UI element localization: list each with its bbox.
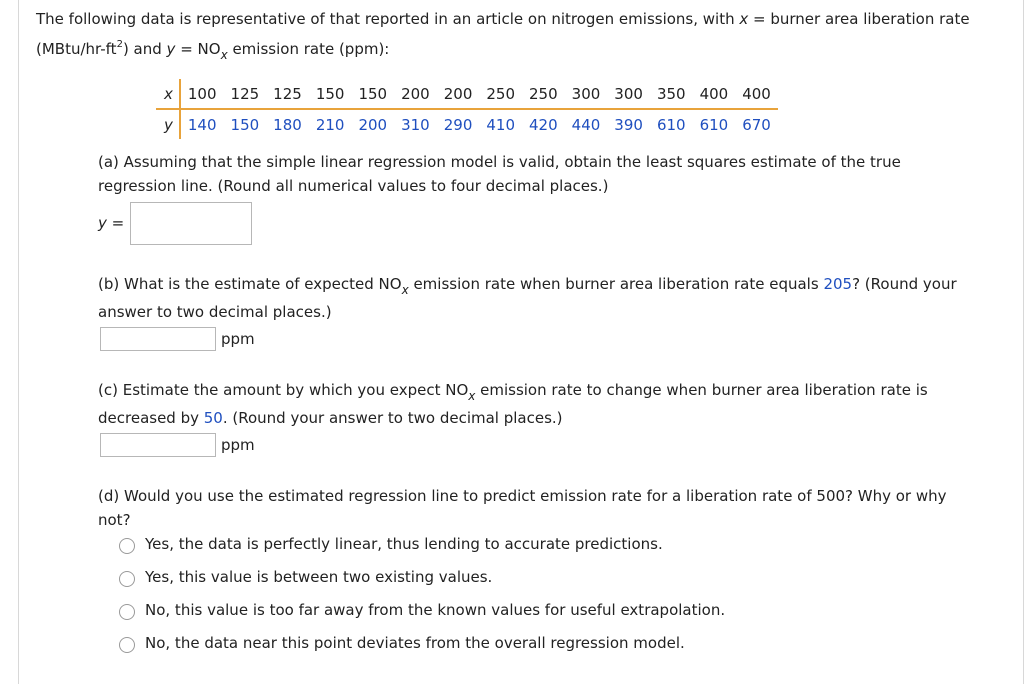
table-cell-x: 200: [437, 79, 480, 109]
emission-estimate-input[interactable]: [100, 327, 216, 351]
intro-text: = NO: [175, 40, 221, 58]
table-cell-x: 250: [479, 79, 522, 109]
intro-text: = burner area liberation rate: [748, 10, 970, 28]
table-cell-y: 310: [401, 115, 430, 134]
table-row-x: [156, 79, 778, 109]
part-c-value: 50: [203, 409, 223, 427]
superscript: 2: [116, 39, 123, 50]
radio-option-3[interactable]: [119, 604, 135, 620]
table-cell-x: 150: [351, 79, 394, 109]
part-b-text: ? (Round your: [852, 275, 957, 293]
part-c-line-2: [98, 409, 563, 427]
intro-text: The following data is representative of that reported in an article on nitrogen emissions, with: [36, 10, 740, 28]
table-cell-y: 180: [273, 115, 302, 134]
row-label-y: y: [156, 109, 180, 139]
part-b-line-2: answer to two decimal places.): [98, 303, 332, 321]
emission-change-input[interactable]: [100, 433, 216, 457]
subscript: x: [468, 389, 476, 403]
table-cell-x: 350: [650, 79, 693, 109]
part-d-line-2: not?: [98, 511, 131, 529]
table-cell-x: 400: [693, 79, 736, 109]
table-cell-y: 290: [443, 115, 473, 134]
radio-option-4[interactable]: [119, 637, 135, 653]
intro-text: ) and: [122, 40, 167, 58]
table-cell-y: 420: [529, 115, 558, 134]
part-b-text: (b) What is the estimate of expected NO: [98, 275, 402, 293]
table-cell-x: 150: [309, 79, 352, 109]
table-cell-x: 250: [522, 79, 565, 109]
regression-line-input[interactable]: [130, 202, 252, 245]
part-b-value: 205: [823, 275, 853, 293]
intro-line-1: [36, 10, 970, 28]
table-cell-x: 300: [565, 79, 608, 109]
table-cell-y: 390: [614, 115, 643, 134]
part-c-text: (c) Estimate the amount by which you expect NO: [98, 381, 469, 399]
part-a-line-1: (a) Assuming that the simple linear regression model is valid, obtain the least squares estimate of the true: [98, 153, 901, 171]
table-cell-y: 610: [699, 115, 729, 134]
var-y: y: [166, 40, 176, 58]
part-d-line-1: (d) Would you use the estimated regression line to predict emission rate for a liberation rate of 500? Why or why: [98, 487, 947, 505]
table-cell-y: 410: [486, 115, 516, 134]
option-label-4[interactable]: No, the data near this point deviates from the overall regression model.: [145, 634, 685, 652]
row-label-x: x: [156, 79, 180, 109]
table-cell-y: 200: [358, 115, 388, 134]
intro-text: (MBtu/hr-ft: [36, 40, 117, 58]
table-cell-y: 140: [187, 115, 217, 134]
part-a-line-2: regression line. (Round all numerical values to four decimal places.): [98, 177, 609, 195]
unit-ppm: ppm: [221, 330, 255, 348]
table-cell-x: 125: [266, 79, 309, 109]
table-cell-x: 125: [224, 79, 267, 109]
table-cell-y: 440: [571, 115, 601, 134]
intro-text: emission rate (ppm):: [227, 40, 390, 58]
data-table: [156, 79, 778, 139]
intro-line-2: [36, 39, 389, 62]
part-c-line-1: [98, 381, 928, 403]
radio-option-1[interactable]: [119, 538, 135, 554]
option-label-1[interactable]: Yes, the data is perfectly linear, thus lending to accurate predictions.: [145, 535, 663, 553]
part-b-line-1: [98, 275, 957, 297]
table-cell-x: 300: [607, 79, 650, 109]
var-x: x: [739, 10, 749, 28]
subscript: x: [401, 283, 409, 297]
part-b-text: emission rate when burner area liberation rate equals: [408, 275, 824, 293]
option-label-2[interactable]: Yes, this value is between two existing values.: [145, 568, 493, 586]
table-cell-x: 100: [180, 79, 224, 109]
answer-label-y: y =: [98, 214, 125, 232]
table-row-y: [156, 109, 778, 139]
table-cell-x: 200: [394, 79, 437, 109]
subscript: x: [220, 48, 228, 62]
part-c-text: decreased by: [98, 409, 204, 427]
part-c-text: . (Round your answer to two decimal places.): [222, 409, 563, 427]
table-cell-y: 670: [742, 115, 771, 134]
table-cell-y: 150: [230, 115, 260, 134]
option-label-3[interactable]: No, this value is too far away from the known values for useful extrapolation.: [145, 601, 726, 619]
unit-ppm: ppm: [221, 436, 255, 454]
table-cell-x: 400: [735, 79, 778, 109]
radio-option-2[interactable]: [119, 571, 135, 587]
part-c-text: emission rate to change when burner area liberation rate is: [475, 381, 928, 399]
table-cell-y: 210: [315, 115, 345, 134]
table-cell-y: 610: [656, 115, 686, 134]
